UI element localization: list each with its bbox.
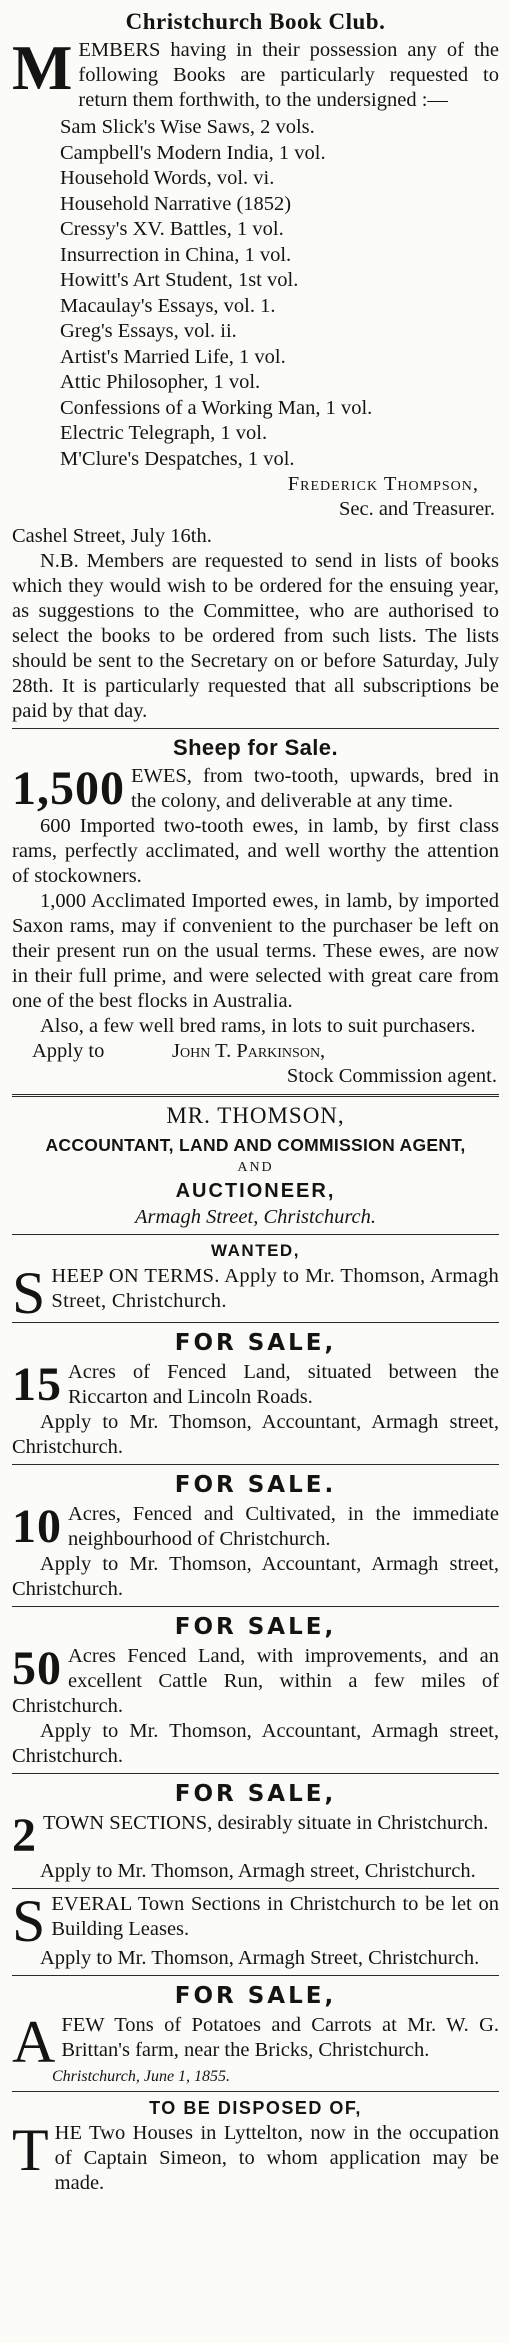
sale-title: FOR SALE, (174, 1330, 337, 1356)
sale-apply: Apply to Mr. Thomson, Armagh street, Christchurch. (40, 1860, 476, 1882)
book-club-notice (12, 6, 499, 724)
sale-text: Acres Fenced Land, with improvements, and an excellent Cattle Run, within a few miles of Christchurch. (12, 1645, 499, 1717)
sale-town-notice (12, 1777, 499, 1884)
book-list-item: Household Words, vol. vi. (60, 167, 275, 189)
divider (12, 1322, 499, 1323)
wanted-text: HEEP ON TERMS. Apply to Mr. Thomson, Armagh Street, Christchurch. (51, 1265, 499, 1312)
book-list-item: Artist's Married Life, 1 vol. (60, 345, 286, 368)
signature-block (12, 472, 499, 522)
drop-number: 1,500 (12, 762, 125, 815)
divider (12, 1094, 499, 1097)
book-list-item: Sam Slick's Wise Saws, 2 vols. (60, 116, 315, 138)
sale-title: FOR SALE, (174, 1614, 337, 1640)
several-apply: Apply to Mr. Thomson, Armagh Street, Christchurch. (40, 1947, 480, 1969)
sheep-sale-title: Sheep for Sale. (173, 735, 338, 760)
sale-apply: Apply to Mr. Thomson, Accountant, Armagh street, Christchurch. (12, 1411, 499, 1458)
thomson-auctioneer: AUCTIONEER, (175, 1180, 336, 1202)
divider (12, 728, 499, 729)
book-list-item: Cressy's XV. Battles, 1 vol. (60, 218, 284, 240)
book-club-title: Christchurch Book Club. (125, 9, 386, 34)
sale-50-notice (12, 1610, 499, 1769)
divider (12, 1975, 499, 1976)
divider (12, 1464, 499, 1465)
several-text: EVERAL Town Sections in Christchurch to be let on Building Leases. (51, 1893, 499, 1940)
thomson-address: Armagh Street, Christchurch. (134, 1206, 377, 1228)
drop-cap: M (12, 32, 73, 103)
dateline: Cashel Street, July 16th. (12, 525, 212, 547)
sale-text: TOWN SECTIONS, desirably situate in Christchurch. (43, 1812, 489, 1834)
sheep-lead: EWES, from two-tooth, upwards, bred in the colony, and deliverable at any time. (131, 765, 499, 812)
drop-cap: S (12, 1888, 46, 1954)
book-club-intro: EMBERS having in their possession any of the following Books are particularly requested to return them forthwith, to the undersigned :— (78, 39, 499, 111)
divider (12, 1234, 499, 1235)
several-notice (12, 1888, 499, 1971)
sale-title: FOR SALE, (174, 1781, 337, 1807)
drop-cap: T (12, 2117, 49, 2183)
drop-number: 10 (12, 1500, 62, 1553)
divider (12, 1773, 499, 1774)
agent-title: Stock Commission agent. (286, 1065, 497, 1087)
signatory-title: Sec. and Treasurer. (338, 498, 495, 520)
drop-cap: A (12, 2009, 56, 2075)
nb-paragraph: N.B. Members are requested to send in lists of books which they would wish to be ordered for the ensuing year, as suggestions to the Committee, who are authorised to select the books to be ordered from such lists. The lists should be sent to the Secretary on or before Saturday, July 28th. It is particularly requested that all subscriptions be paid by that day. (12, 550, 499, 722)
drop-cap: S (12, 1260, 46, 1326)
thomson-header (12, 1101, 499, 1230)
book-list-item: Howitt's Art Student, 1st vol. (60, 269, 299, 291)
book-list-item: Household Narrative (1852) (60, 192, 292, 215)
sale-title: FOR SALE, (174, 1983, 337, 2009)
wanted-title: WANTED, (211, 1241, 300, 1260)
divider (12, 2091, 499, 2092)
sale-apply: Apply to Mr. Thomson, Accountant, Armagh street, Christchurch. (12, 1720, 499, 1767)
apply-row (12, 1039, 499, 1064)
sale-text: Acres, Fenced and Cultivated, in the immediate neighbourhood of Christchurch. (68, 1503, 499, 1550)
sale-apply: Apply to Mr. Thomson, Accountant, Armagh street, Christchurch. (12, 1553, 499, 1600)
sale-10-notice (12, 1468, 499, 1602)
drop-number: 50 (12, 1642, 62, 1695)
disposed-text: HE Two Houses in Lyttelton, now in the occupation of Captain Simeon, to whom application may be made. (54, 2122, 499, 2194)
thomson-and: AND (237, 1160, 274, 1175)
sale-potatoes-notice (12, 1979, 499, 2087)
sale-date: Christchurch, June 1, 1855. (52, 2068, 231, 2085)
sale-text: FEW Tons of Potatoes and Carrots at Mr. W. G. Brittan's farm, near the Bricks, Christchurch. (61, 2014, 499, 2061)
sheep-para-2: 1,000 Acclimated Imported ewes, in lamb, by imported Saxon rams, may if convenient to the purchaser be left on their present run on the usual terms. These ewes, are now in their full prime, and were selected with great care from one of the best flocks in Australia. (12, 890, 499, 1012)
book-list-item: Insurrection in China, 1 vol. (60, 243, 292, 266)
sheep-para-3: Also, a few well bred rams, in lots to suit purchasers. (40, 1015, 476, 1037)
sheep-sale-notice (12, 732, 499, 1089)
agent-name: John T. Parkinson, (172, 1040, 326, 1062)
book-list-item: M'Clure's Despatches, 1 vol. (60, 447, 295, 470)
sale-text: Acres of Fenced Land, situated between the Riccarton and Lincoln Roads. (68, 1361, 499, 1408)
book-list-item: Greg's Essays, vol. ii. (60, 320, 237, 342)
sale-title: FOR SALE. (174, 1472, 337, 1498)
drop-number: 15 (12, 1358, 62, 1411)
thomson-name: MR. THOMSON, (166, 1103, 345, 1128)
wanted-notice (12, 1238, 499, 1326)
book-list-item: Confessions of a Working Man, 1 vol. (60, 396, 373, 419)
drop-number: 2 (12, 1809, 37, 1862)
disposed-notice (12, 2095, 499, 2196)
divider (12, 1606, 499, 1607)
divider (12, 1888, 499, 1889)
disposed-title: TO BE DISPOSED OF, (149, 2098, 362, 2118)
book-list-item: Campbell's Modern India, 1 vol. (60, 141, 326, 164)
book-list-item: Attic Philosopher, 1 vol. (60, 371, 261, 393)
thomson-profession: ACCOUNTANT, LAND AND COMMISSION AGENT, (45, 1135, 466, 1155)
book-list-item: Electric Telegraph, 1 vol. (60, 422, 268, 444)
apply-label: Apply to (32, 1040, 105, 1062)
book-list (60, 115, 499, 472)
book-list-item: Macaulay's Essays, vol. 1. (60, 294, 276, 317)
sale-15-notice (12, 1326, 499, 1460)
sheep-para-1: 600 Imported two-tooth ewes, in lamb, by first class rams, perfectly acclimated, and well worthy the attention of stockowners. (12, 815, 499, 887)
signatory-name: Frederick Thompson, (287, 473, 479, 495)
